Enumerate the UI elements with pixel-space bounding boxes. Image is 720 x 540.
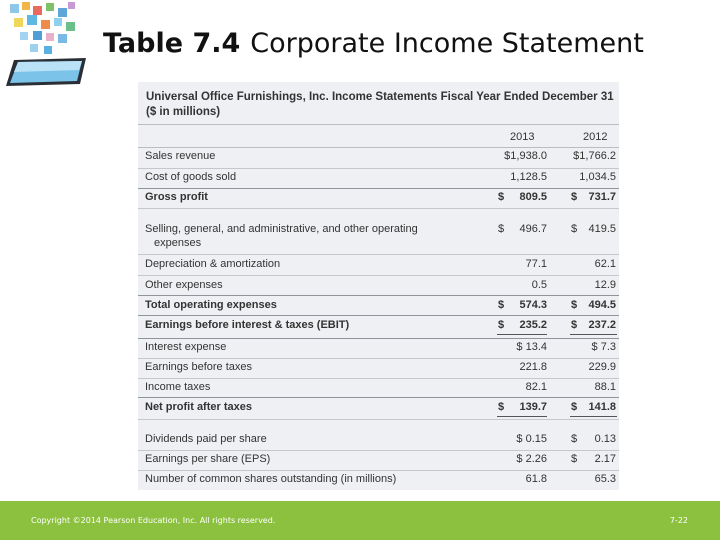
value-2013: 61.8 <box>525 473 547 485</box>
value-2012: 62.1 <box>594 258 616 270</box>
app-icons-cluster <box>10 2 75 54</box>
underline-2013 <box>497 416 547 417</box>
table-heading-line2: ($ in millions) <box>146 106 221 118</box>
row-label: Depreciation & amortization <box>145 258 281 270</box>
row-label: Sales revenue <box>145 150 216 162</box>
row-divider <box>138 338 619 339</box>
value-2012: 88.1 <box>594 381 616 393</box>
row-divider <box>138 378 619 379</box>
row-label-continued: expenses <box>154 237 202 249</box>
value-2012: 237.2 <box>588 319 616 331</box>
value-2013: 235.2 <box>519 319 547 331</box>
row-label: Gross profit <box>145 191 208 203</box>
value-2012: $ 7.3 <box>591 341 616 353</box>
row-label: Total operating expenses <box>145 299 277 311</box>
tablet-apps-logo <box>0 0 92 90</box>
copyright-text: Copyright ©2014 Pearson Education, Inc. All rights reserved. <box>31 516 276 525</box>
dollar-sign-2013: $ <box>498 401 505 413</box>
row-label: Earnings per share (EPS) <box>145 453 271 465</box>
value-2013: 139.7 <box>519 401 547 413</box>
row-divider <box>138 254 619 255</box>
row-divider <box>138 397 619 398</box>
row-divider <box>138 315 619 316</box>
row-label: Interest expense <box>145 341 227 353</box>
value-2012: 141.8 <box>588 401 616 413</box>
dollar-sign-2013: $ <box>498 319 505 331</box>
row-divider <box>138 470 619 471</box>
row-label: Number of common shares outstanding (in millions) <box>145 473 397 485</box>
row-divider <box>138 358 619 359</box>
row-label: Earnings before interest & taxes (EBIT) <box>145 319 350 331</box>
dollar-sign-2012: $ <box>571 191 578 203</box>
column-header-2013: 2013 <box>510 131 535 143</box>
row-divider <box>138 295 619 296</box>
value-2013: 496.7 <box>519 223 547 235</box>
row-label: Earnings before taxes <box>145 361 253 373</box>
dollar-sign-2012: $ <box>571 401 578 413</box>
page-number: 7-22 <box>669 516 688 525</box>
row-divider <box>138 275 619 276</box>
row-divider <box>138 450 619 451</box>
dollar-sign-2013: $ <box>498 299 505 311</box>
value-2012: 229.9 <box>588 361 616 373</box>
footer-bar <box>0 501 720 540</box>
row-label: Income taxes <box>145 381 211 393</box>
dollar-sign-2013: $ <box>498 223 505 235</box>
row-label: Cost of goods sold <box>145 171 237 183</box>
value-2013: 221.8 <box>519 361 547 373</box>
value-2013: 1,128.5 <box>510 171 547 183</box>
row-label: Selling, general, and administrative, and other operating <box>145 223 418 235</box>
header-divider <box>138 124 619 125</box>
value-2013: $1,938.0 <box>504 150 547 162</box>
row-divider <box>138 208 619 209</box>
dollar-sign-2012: $ <box>571 453 578 465</box>
title-text: Corporate Income Statement <box>250 28 644 59</box>
value-2013: 574.3 <box>519 299 547 311</box>
value-2012: 731.7 <box>588 191 616 203</box>
value-2012: 0.13 <box>594 433 616 445</box>
row-label: Net profit after taxes <box>145 401 252 413</box>
value-2012: 1,034.5 <box>579 171 616 183</box>
table-heading-line1: Universal Office Furnishings, Inc. Income Statements Fiscal Year Ended December 31 <box>146 91 614 103</box>
row-divider <box>138 168 619 169</box>
table-number: Table 7.4 <box>103 28 241 59</box>
underline-2012 <box>570 334 617 335</box>
row-label: Other expenses <box>145 279 223 291</box>
income-statement-table <box>138 82 619 490</box>
row-divider <box>138 188 619 189</box>
row-divider <box>138 419 619 420</box>
slide-title <box>103 28 644 59</box>
dollar-sign-2013: $ <box>498 191 505 203</box>
value-2013: 809.5 <box>519 191 547 203</box>
value-2012: 419.5 <box>588 223 616 235</box>
table-heading <box>146 90 616 120</box>
value-2012: 65.3 <box>594 473 616 485</box>
underline-2012 <box>570 416 617 417</box>
value-2013: 77.1 <box>525 258 547 270</box>
value-2013: $ 0.15 <box>516 433 547 445</box>
value-2013: $ 2.26 <box>516 453 547 465</box>
value-2013: $ 13.4 <box>516 341 547 353</box>
dollar-sign-2012: $ <box>571 319 578 331</box>
value-2012: 494.5 <box>588 299 616 311</box>
value-2013: 0.5 <box>531 279 547 291</box>
underline-2013 <box>497 334 547 335</box>
dollar-sign-2012: $ <box>571 433 578 445</box>
dollar-sign-2012: $ <box>571 299 578 311</box>
value-2012: 12.9 <box>594 279 616 291</box>
value-2013: 82.1 <box>525 381 547 393</box>
row-label: Dividends paid per share <box>145 433 267 445</box>
dollar-sign-2012: $ <box>571 223 578 235</box>
value-2012: $1,766.2 <box>573 150 616 162</box>
column-header-divider <box>138 147 619 148</box>
column-header-2012: 2012 <box>583 131 608 143</box>
value-2012: 2.17 <box>594 453 616 465</box>
